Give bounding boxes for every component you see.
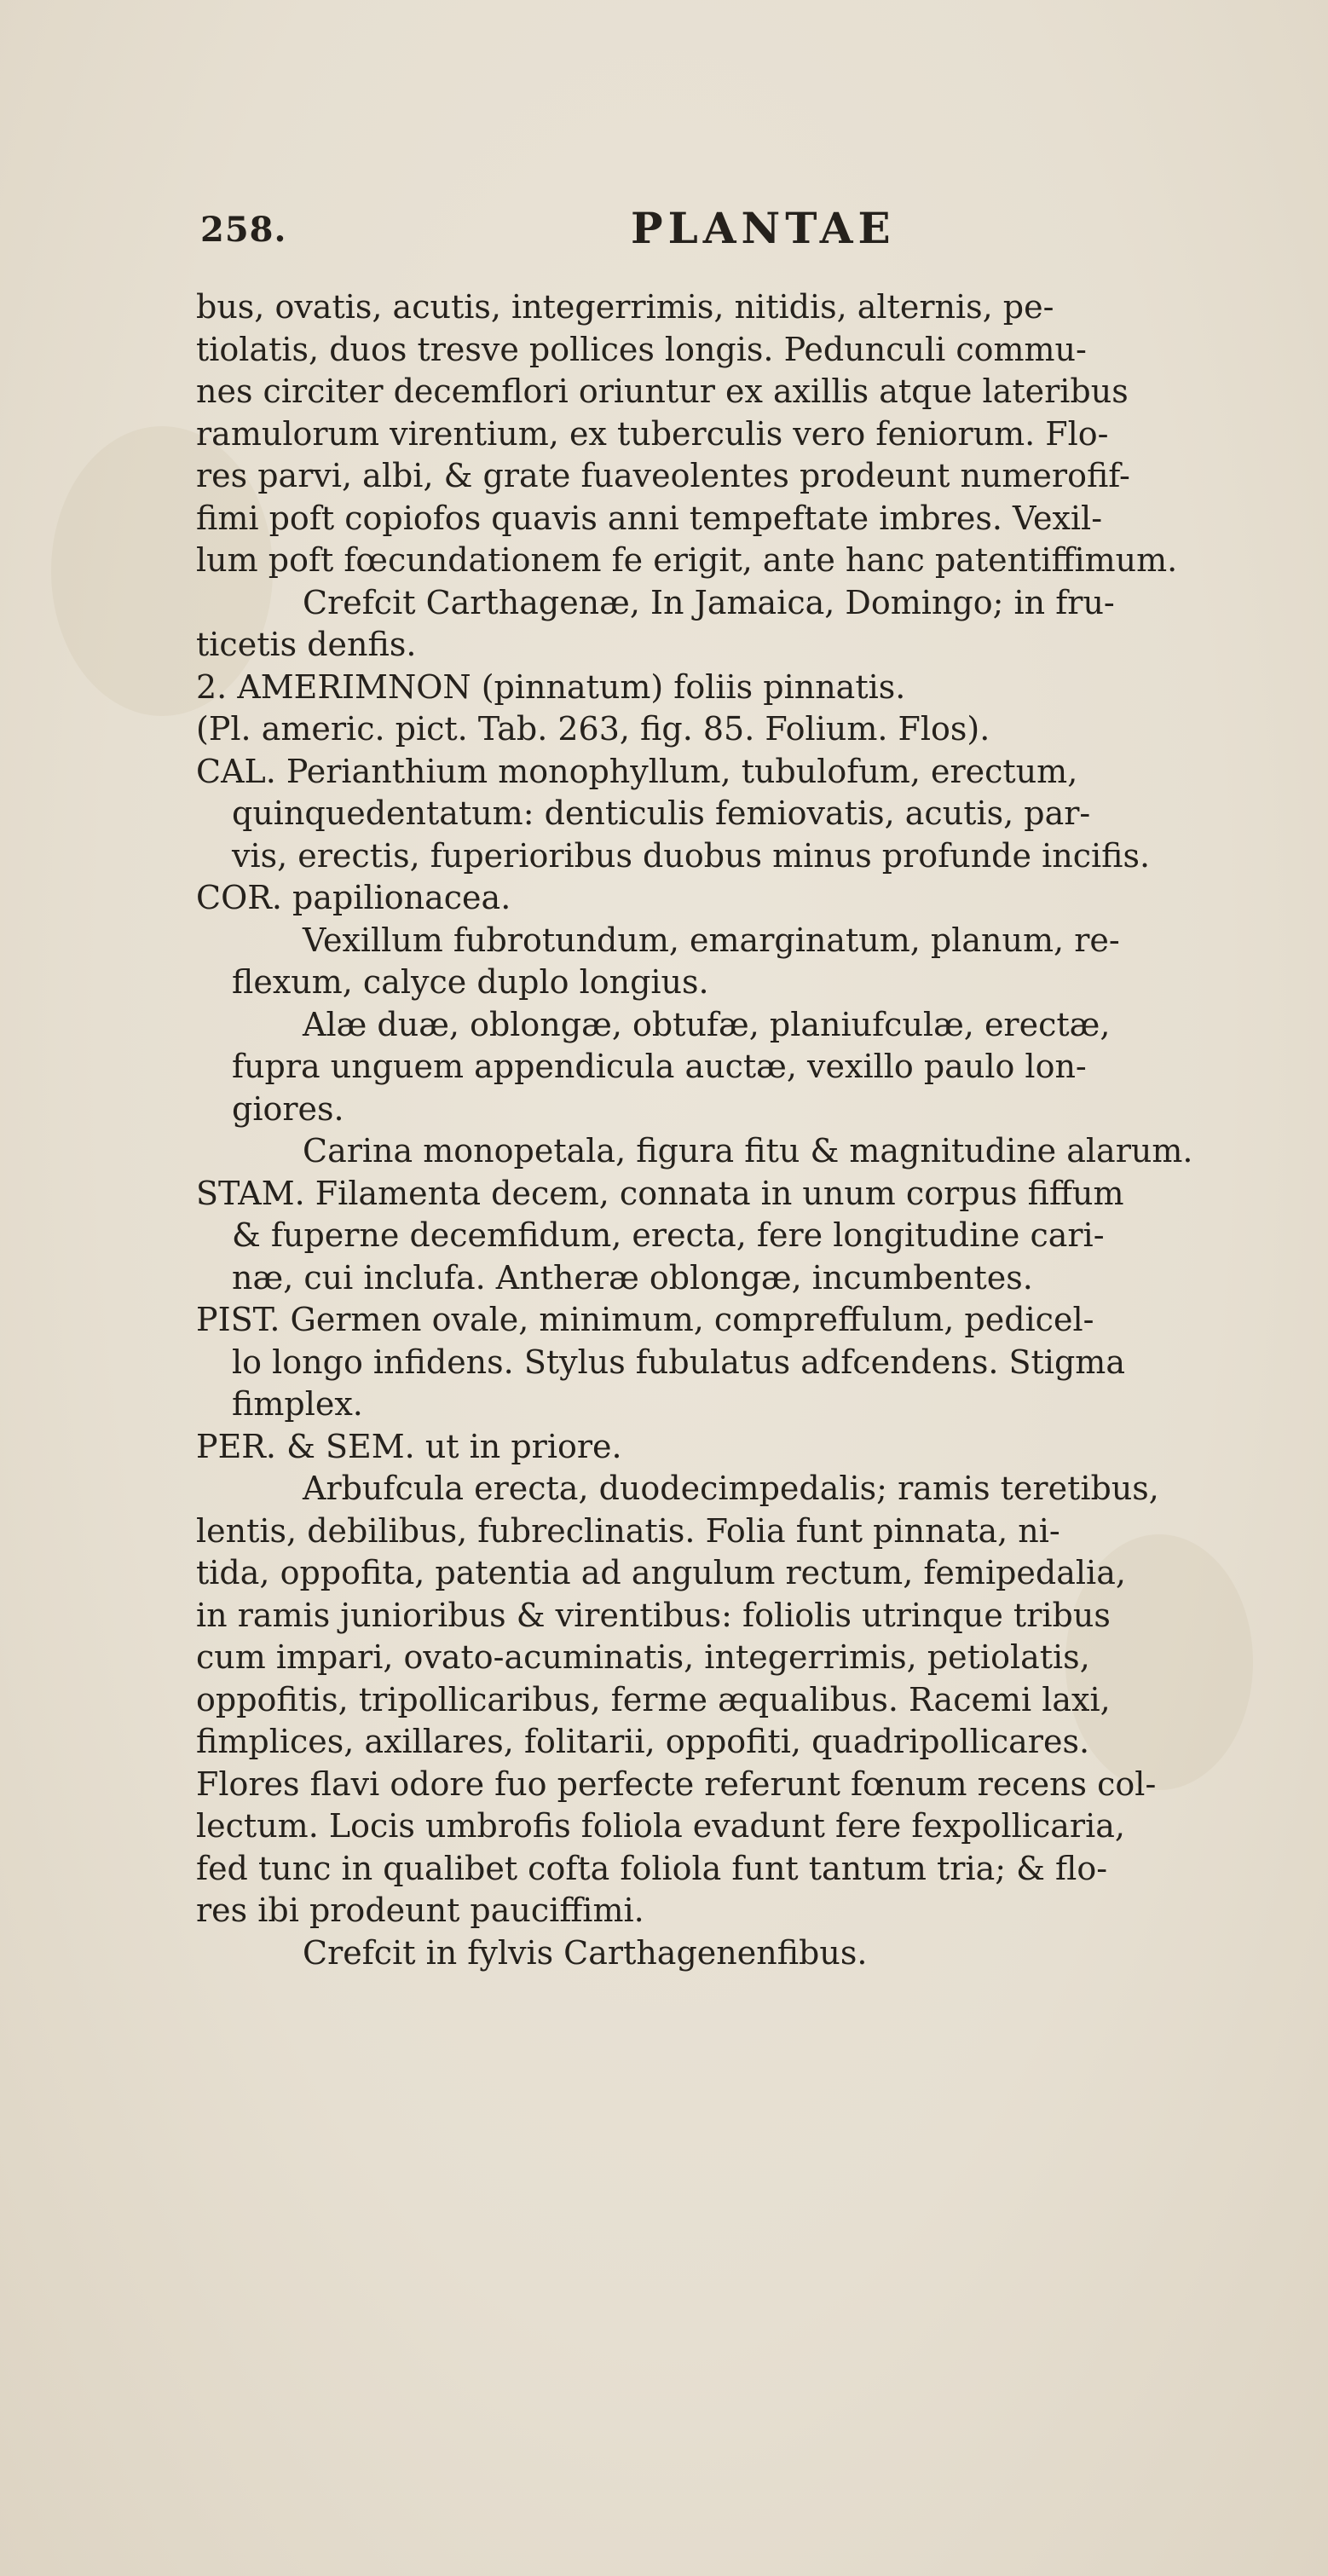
- text-line: quinquedentatum: denticulis femiovatis, acutis, par-: [232, 794, 1091, 832]
- text-line: næ, cui inclufa. Antheræ oblongæ, incumbentes.: [232, 1258, 1033, 1297]
- text-line: ramulorum virentium, ex tuberculis vero feniorum. Flo-: [196, 414, 1109, 453]
- text-line: bus, ovatis, acutis, integerrimis, nitidis, alternis, pe-: [196, 288, 1054, 326]
- text-line: oppofitis, tripollicaribus, ferme æqualibus. Racemi laxi,: [196, 1680, 1111, 1718]
- text-line: Flores flavi odore fuo perfecte referunt fœnum recens col-: [196, 1765, 1157, 1803]
- text-line: tiolatis, duos tresve pollices longis. Pedunculi commu-: [196, 330, 1087, 368]
- running-title: PLANTAE: [631, 203, 896, 253]
- text-line: Crefcit in fylvis Carthagenenfibus.: [303, 1933, 868, 1972]
- pericarp-heading: PER. & SEM. ut in priore.: [196, 1427, 622, 1465]
- text-line: in ramis junioribus & virentibus: foliolis utrinque tribus: [196, 1596, 1111, 1634]
- page-header: [200, 194, 1308, 271]
- text-line: cum impari, ovato-acuminatis, integerrimis, petiolatis,: [196, 1638, 1090, 1676]
- stamen-heading: STAM. Filamenta decem, connata in unum corpus fiffum: [196, 1174, 1124, 1212]
- text-line: tida, oppofita, patentia ad angulum rectum, femipedalia,: [196, 1554, 1126, 1591]
- corolla-heading: COR. papilionacea.: [196, 879, 511, 916]
- text-line: lentis, debilibus, fubreclinatis. Folia funt pinnata, ni-: [196, 1511, 1060, 1550]
- text-line: & fuperne decemfidum, erecta, fere longitudine cari-: [232, 1216, 1105, 1254]
- species-heading: 2. AMERIMNON (pinnatum) foliis pinnatis.: [196, 667, 906, 706]
- text-line: lum poft fœcundationem fe erigit, ante hanc patentiffimum.: [196, 541, 1178, 579]
- text-line: flexum, calyce duplo longius.: [232, 963, 709, 1001]
- text-line: fimplex.: [232, 1385, 363, 1423]
- page-number: 258.: [200, 210, 287, 250]
- text-line: Crefcit Carthagenæ, In Jamaica, Domingo; in fru-: [303, 583, 1115, 621]
- text-line: vis, erectis, fuperioribus duobus minus profunde incifis.: [232, 836, 1151, 875]
- reference-line: (Pl. americ. pict. Tab. 263, fig. 85. Folium. Flos).: [196, 710, 990, 748]
- text-line: fimi poft copiofos quavis anni tempeftate imbres. Vexil-: [196, 499, 1103, 537]
- text-line: Arbufcula erecta, duodecimpedalis; ramis teretibus,: [303, 1470, 1159, 1507]
- calyx-heading: CAL. Perianthium monophyllum, tubulofum, erectum,: [196, 752, 1078, 790]
- text-line: fupra unguem appendicula auctæ, vexillo paulo lon-: [232, 1048, 1087, 1085]
- text-line: fimplices, axillares, folitarii, oppofiti, quadripollicares.: [196, 1723, 1090, 1760]
- text-line: Carina monopetala, figura fitu & magnitudine alarum.: [303, 1132, 1193, 1170]
- text-line: fed tunc in qualibet cofta foliola funt tantum tria; & flo-: [196, 1849, 1108, 1887]
- text-line: giores.: [232, 1089, 344, 1128]
- text-line: nes circiter decemflori oriuntur ex axillis atque lateribus: [196, 373, 1129, 410]
- text-line: res parvi, albi, & grate fuaveolentes prodeunt numerofif-: [196, 457, 1130, 494]
- text-line: lectum. Locis umbrofis foliola evadunt fere fexpollicaria,: [196, 1807, 1125, 1845]
- body-text: [196, 286, 1313, 1974]
- text-line: lo longo infidens. Stylus fubulatus adfcendens. Stigma: [232, 1343, 1125, 1381]
- pistil-heading: PIST. Germen ovale, minimum, compreffulum, pedicel-: [196, 1301, 1094, 1338]
- text-line: Vexillum fubrotundum, emarginatum, planum, re-: [303, 921, 1120, 959]
- text-line: res ibi prodeunt pauciffimi.: [196, 1892, 644, 1929]
- text-line: ticetis denfis.: [196, 626, 417, 663]
- text-line: Alæ duæ, oblongæ, obtufæ, planiufculæ, erectæ,: [303, 1005, 1111, 1043]
